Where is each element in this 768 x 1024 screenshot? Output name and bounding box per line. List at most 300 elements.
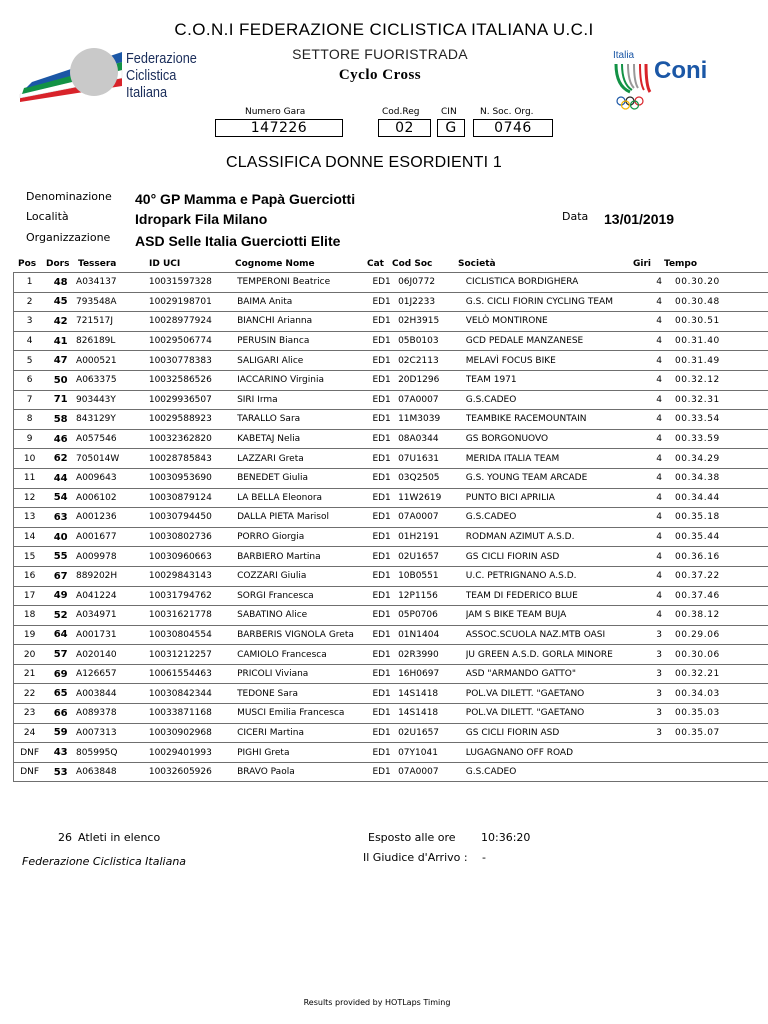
name-cell: LA BELLA Eleonora — [237, 488, 372, 508]
giri-cell: 4 — [643, 410, 675, 430]
giri-cell: 3 — [643, 645, 675, 665]
pos-cell: 7 — [14, 390, 46, 410]
tessera-cell: A063375 — [76, 370, 149, 390]
societa-cell: GS CICLI FIORIN ASD — [466, 547, 643, 567]
dors-cell: 57 — [45, 645, 76, 665]
societa-cell: JAM S BIKE TEAM BUJA — [466, 606, 643, 626]
table-row — [14, 704, 768, 724]
tessera-cell: A063848 — [76, 762, 149, 782]
dors-cell: 42 — [45, 312, 76, 332]
giri-cell: 4 — [643, 390, 675, 410]
cat-cell: ED1 — [372, 331, 398, 351]
dors-cell: 45 — [45, 292, 76, 312]
tessera-cell: A003844 — [76, 684, 149, 704]
giri-cell: 4 — [643, 586, 675, 606]
giri-cell: 4 — [643, 508, 675, 528]
dors-cell: 55 — [45, 547, 76, 567]
cat-cell: ED1 — [372, 410, 398, 430]
pos-cell: 6 — [14, 370, 46, 390]
tempo-cell: 00.32.21 — [675, 664, 768, 684]
tempo-cell: 00.35.18 — [675, 508, 768, 528]
cod-soc-cell: 02C2113 — [398, 351, 466, 371]
esposto-time: 10:36:20 — [481, 831, 531, 844]
cat-cell: ED1 — [372, 488, 398, 508]
cat-cell: ED1 — [372, 762, 398, 782]
denominazione-label: Denominazione — [26, 190, 112, 203]
localita-label: Località — [26, 210, 69, 223]
societa-cell: RODMAN AZIMUT A.S.D. — [466, 527, 643, 547]
cat-cell: ED1 — [372, 508, 398, 528]
athletes-label: Atleti in elenco — [78, 831, 161, 844]
federation-header-title: C.O.N.I FEDERAZIONE CICLISTICA ITALIANA U.C.I — [174, 20, 594, 39]
tempo-cell: 00.33.59 — [675, 429, 768, 449]
tessera-cell: A009978 — [76, 547, 149, 567]
col-header-tessera: Tessera — [78, 259, 117, 269]
discipline-label: Cyclo Cross — [338, 67, 422, 83]
id-uci-cell: 10029506774 — [149, 331, 237, 351]
col-header-pos: Pos — [18, 259, 37, 269]
pos-cell: 20 — [14, 645, 46, 665]
table-row — [14, 410, 768, 430]
cat-cell: ED1 — [372, 370, 398, 390]
giri-cell: 4 — [643, 370, 675, 390]
pos-cell: 11 — [14, 468, 46, 488]
giri-cell: 4 — [643, 273, 675, 293]
societa-cell: G.S. YOUNG TEAM ARCADE — [466, 468, 643, 488]
fci-logo-text: Federazione Ciclistica Italiana — [126, 50, 197, 101]
coni-logo-italia: Italia — [613, 50, 635, 61]
name-cell: CAMIOLO Francesca — [237, 645, 372, 665]
id-uci-cell: 10061554463 — [149, 664, 237, 684]
tessera-cell: 889202H — [76, 566, 149, 586]
societa-cell: TEAM 1971 — [466, 370, 643, 390]
numero-gara-box: 147226 — [215, 119, 343, 137]
giri-cell: 4 — [643, 527, 675, 547]
dors-cell: 63 — [45, 508, 76, 528]
dors-cell: 69 — [45, 664, 76, 684]
id-uci-cell: 10030879124 — [149, 488, 237, 508]
cod-soc-cell: 07Y1041 — [398, 743, 466, 763]
societa-cell: U.C. PETRIGNANO A.S.D. — [466, 566, 643, 586]
societa-cell: G.S.CADEO — [466, 390, 643, 410]
pos-cell: 3 — [14, 312, 46, 332]
cat-cell: ED1 — [372, 684, 398, 704]
name-cell: LAZZARI Greta — [237, 449, 372, 469]
tempo-cell: 00.30.20 — [675, 273, 768, 293]
table-row — [14, 664, 768, 684]
tessera-cell: A034971 — [76, 606, 149, 626]
id-uci-cell: 10031597328 — [149, 273, 237, 293]
name-cell: DALLA PIETA Marisol — [237, 508, 372, 528]
table-row — [14, 429, 768, 449]
societa-cell: G.S.CADEO — [466, 508, 643, 528]
table-row — [14, 273, 768, 293]
name-cell: TARALLO Sara — [237, 410, 372, 430]
tessera-cell: 826189L — [76, 331, 149, 351]
tempo-cell: 00.31.40 — [675, 331, 768, 351]
tempo-cell: 00.32.12 — [675, 370, 768, 390]
cod-soc-cell: 12P1156 — [398, 586, 466, 606]
giudice-label: Il Giudice d'Arrivo : — [363, 851, 468, 864]
pos-cell: 18 — [14, 606, 46, 626]
cod-soc-cell: 11W2619 — [398, 488, 466, 508]
societa-cell: POL.VA DILETT. "GAETANO — [466, 704, 643, 724]
name-cell: BAIMA Anita — [237, 292, 372, 312]
name-cell: KABETAJ Nelia — [237, 429, 372, 449]
name-cell: BARBERIS VIGNOLA Greta — [237, 625, 372, 645]
tempo-cell: 00.36.16 — [675, 547, 768, 567]
cat-cell: ED1 — [372, 547, 398, 567]
societa-cell: MELAVÌ FOCUS BIKE — [466, 351, 643, 371]
id-uci-cell: 10032605926 — [149, 762, 237, 782]
table-row — [14, 449, 768, 469]
tessera-cell: 793548A — [76, 292, 149, 312]
cod-soc-cell: 02R3990 — [398, 645, 466, 665]
giri-cell: 4 — [643, 292, 675, 312]
id-uci-cell: 10029198701 — [149, 292, 237, 312]
societa-cell: CICLISTICA BORDIGHERA — [466, 273, 643, 293]
pos-cell: 22 — [14, 684, 46, 704]
cod-soc-cell: 07A0007 — [398, 390, 466, 410]
table-row — [14, 625, 768, 645]
cod-soc-cell: 11M3039 — [398, 410, 466, 430]
table-row — [14, 468, 768, 488]
tessera-cell: 705014W — [76, 449, 149, 469]
dors-cell: 64 — [45, 625, 76, 645]
cod-soc-cell: 02H3915 — [398, 312, 466, 332]
cod-soc-cell: 06J0772 — [398, 273, 466, 293]
sector-label: SETTORE FUORISTRADA — [292, 46, 468, 62]
tempo-cell — [675, 743, 768, 763]
giri-cell — [643, 743, 675, 763]
col-header-cat: Cat — [367, 259, 384, 269]
tempo-cell: 00.31.49 — [675, 351, 768, 371]
pos-cell: 14 — [14, 527, 46, 547]
table-row — [14, 586, 768, 606]
cat-cell: ED1 — [372, 273, 398, 293]
name-cell: TEDONE Sara — [237, 684, 372, 704]
tessera-cell: A009643 — [76, 468, 149, 488]
tessera-cell: A034137 — [76, 273, 149, 293]
giri-cell — [643, 762, 675, 782]
cat-cell: ED1 — [372, 625, 398, 645]
organizzazione-value: ASD Selle Italia Guerciotti Elite — [135, 233, 341, 249]
cod-soc-cell: 07A0007 — [398, 762, 466, 782]
id-uci-cell: 10030802736 — [149, 527, 237, 547]
cat-cell: ED1 — [372, 429, 398, 449]
data-value: 13/01/2019 — [604, 211, 675, 227]
table-row — [14, 566, 768, 586]
giri-cell: 4 — [643, 429, 675, 449]
pos-cell: 12 — [14, 488, 46, 508]
tessera-cell: A089378 — [76, 704, 149, 724]
tessera-cell: A020140 — [76, 645, 149, 665]
col-header-id-uci: ID UCI — [149, 259, 181, 269]
dors-cell: 49 — [45, 586, 76, 606]
dors-cell: 54 — [45, 488, 76, 508]
tessera-cell: 903443Y — [76, 390, 149, 410]
tessera-cell: 805995Q — [76, 743, 149, 763]
pos-cell: 19 — [14, 625, 46, 645]
tempo-cell: 00.37.46 — [675, 586, 768, 606]
name-cell: COZZARI Giulia — [237, 566, 372, 586]
tessera-cell: A001236 — [76, 508, 149, 528]
dors-cell: 50 — [45, 370, 76, 390]
societa-cell: VELÒ MONTIRONE — [466, 312, 643, 332]
name-cell: PERUSIN Bianca — [237, 331, 372, 351]
cat-cell: ED1 — [372, 586, 398, 606]
id-uci-cell: 10030804554 — [149, 625, 237, 645]
denominazione-value: 40° GP Mamma e Papà Guerciotti — [135, 191, 356, 207]
col-header-cod-soc: Cod Soc — [392, 259, 433, 269]
n-soc-org-box: 0746 — [473, 119, 553, 137]
tessera-cell: A006102 — [76, 488, 149, 508]
cod-soc-cell: 02U1657 — [398, 723, 466, 743]
giri-cell: 3 — [643, 625, 675, 645]
pos-cell: 21 — [14, 664, 46, 684]
dors-cell: 41 — [45, 331, 76, 351]
dors-cell: 46 — [45, 429, 76, 449]
tessera-cell: A001731 — [76, 625, 149, 645]
pos-cell: 13 — [14, 508, 46, 528]
tempo-cell — [675, 762, 768, 782]
dors-cell: 52 — [45, 606, 76, 626]
name-cell: PRICOLI Viviana — [237, 664, 372, 684]
dors-cell: 71 — [45, 390, 76, 410]
pos-cell: 9 — [14, 429, 46, 449]
name-cell: MUSCI Emilia Francesca — [237, 704, 372, 724]
id-uci-cell: 10029843143 — [149, 566, 237, 586]
cod-reg-box: 02 — [378, 119, 431, 137]
pos-cell: 10 — [14, 449, 46, 469]
id-uci-cell: 10029401993 — [149, 743, 237, 763]
footer-federation: Federazione Ciclistica Italiana — [22, 855, 187, 868]
tempo-cell: 00.38.12 — [675, 606, 768, 626]
cat-cell: ED1 — [372, 527, 398, 547]
name-cell: IACCARINO Virginia — [237, 370, 372, 390]
tempo-cell: 00.30.51 — [675, 312, 768, 332]
table-row — [14, 645, 768, 665]
cat-cell: ED1 — [372, 312, 398, 332]
societa-cell: GCD PEDALE MANZANESE — [466, 331, 643, 351]
giri-cell: 3 — [643, 664, 675, 684]
name-cell: TEMPERONI Beatrice — [237, 273, 372, 293]
id-uci-cell: 10032362820 — [149, 429, 237, 449]
dors-cell: 66 — [45, 704, 76, 724]
results-body — [14, 273, 768, 782]
cat-cell: ED1 — [372, 664, 398, 684]
tessera-cell: A041224 — [76, 586, 149, 606]
name-cell: SALIGARI Alice — [237, 351, 372, 371]
pos-cell: 4 — [14, 331, 46, 351]
tempo-cell: 00.32.31 — [675, 390, 768, 410]
tempo-cell: 00.30.06 — [675, 645, 768, 665]
name-cell: SORGI Francesca — [237, 586, 372, 606]
tessera-cell: A001677 — [76, 527, 149, 547]
dors-cell: 48 — [45, 273, 76, 293]
id-uci-cell: 10029936507 — [149, 390, 237, 410]
dors-cell: 43 — [45, 743, 76, 763]
tessera-cell: 721517J — [76, 312, 149, 332]
cat-cell: ED1 — [372, 468, 398, 488]
pos-cell: 1 — [14, 273, 46, 293]
id-uci-cell: 10030842344 — [149, 684, 237, 704]
table-row — [14, 547, 768, 567]
tempo-cell: 00.34.38 — [675, 468, 768, 488]
id-uci-cell: 10031621778 — [149, 606, 237, 626]
organizzazione-label: Organizzazione — [26, 231, 111, 244]
name-cell: SABATINO Alice — [237, 606, 372, 626]
pos-cell: DNF — [14, 762, 46, 782]
societa-cell: MERIDA ITALIA TEAM — [466, 449, 643, 469]
table-row — [14, 684, 768, 704]
athletes-count: 26 — [58, 831, 72, 844]
cod-soc-cell: 01H2191 — [398, 527, 466, 547]
id-uci-cell: 10032586526 — [149, 370, 237, 390]
cod-soc-cell: 07U1631 — [398, 449, 466, 469]
tessera-cell: A000521 — [76, 351, 149, 371]
societa-cell: PUNTO BICI APRILIA — [466, 488, 643, 508]
name-cell: PORRO Giorgia — [237, 527, 372, 547]
tempo-cell: 00.33.54 — [675, 410, 768, 430]
pos-cell: 16 — [14, 566, 46, 586]
cod-soc-cell: 14S1418 — [398, 684, 466, 704]
tessera-cell: A007313 — [76, 723, 149, 743]
cat-cell: ED1 — [372, 566, 398, 586]
results-table — [13, 272, 768, 782]
id-uci-cell: 10031794762 — [149, 586, 237, 606]
giri-cell: 4 — [643, 351, 675, 371]
table-row — [14, 723, 768, 743]
dors-cell: 53 — [45, 762, 76, 782]
giri-cell: 3 — [643, 704, 675, 724]
name-cell: BRAVO Paola — [237, 762, 372, 782]
dors-cell: 40 — [45, 527, 76, 547]
giri-cell: 3 — [643, 723, 675, 743]
cat-cell: ED1 — [372, 292, 398, 312]
table-row — [14, 351, 768, 371]
cat-cell: ED1 — [372, 704, 398, 724]
societa-cell: G.S.CADEO — [466, 762, 643, 782]
societa-cell: POL.VA DILETT. "GAETANO — [466, 684, 643, 704]
name-cell: BIANCHI Arianna — [237, 312, 372, 332]
cat-cell: ED1 — [372, 743, 398, 763]
name-cell: SIRI Irma — [237, 390, 372, 410]
tempo-cell: 00.29.06 — [675, 625, 768, 645]
n-soc-org-label: N. Soc. Org. — [480, 107, 534, 117]
table-row — [14, 292, 768, 312]
cat-cell: ED1 — [372, 390, 398, 410]
cod-soc-cell: 01N1404 — [398, 625, 466, 645]
cat-cell: ED1 — [372, 449, 398, 469]
dors-cell: 44 — [45, 468, 76, 488]
societa-cell: LUGAGNANO OFF ROAD — [466, 743, 643, 763]
col-header-nome: Cognome Nome — [235, 259, 315, 269]
name-cell: BENEDET Giulia — [237, 468, 372, 488]
col-header-giri: Giri — [633, 259, 651, 269]
cod-soc-cell: 05P0706 — [398, 606, 466, 626]
tessera-cell: A126657 — [76, 664, 149, 684]
societa-cell: JU GREEN A.S.D. GORLA MINORE — [466, 645, 643, 665]
giri-cell: 3 — [643, 684, 675, 704]
pos-cell: 2 — [14, 292, 46, 312]
cat-cell: ED1 — [372, 351, 398, 371]
table-row — [14, 488, 768, 508]
name-cell: CICERI Martina — [237, 723, 372, 743]
cod-reg-label: Cod.Reg — [382, 107, 420, 117]
societa-cell: ASSOC.SCUOLA NAZ.MTB OASI — [466, 625, 643, 645]
id-uci-cell: 10030960663 — [149, 547, 237, 567]
numero-gara-label: Numero Gara — [245, 107, 306, 117]
tempo-cell: 00.35.44 — [675, 527, 768, 547]
pos-cell: 15 — [14, 547, 46, 567]
col-header-tempo: Tempo — [664, 259, 698, 269]
giudice-value: - — [482, 851, 486, 864]
table-row — [14, 370, 768, 390]
tempo-cell: 00.34.29 — [675, 449, 768, 469]
results-credit: Results provided by HOTLaps Timing — [303, 998, 451, 1007]
id-uci-cell: 10030902968 — [149, 723, 237, 743]
giri-cell: 4 — [643, 488, 675, 508]
societa-cell: TEAMBIKE RACEMOUNTAIN — [466, 410, 643, 430]
dors-cell: 65 — [45, 684, 76, 704]
table-row — [14, 762, 768, 782]
cod-soc-cell: 02U1657 — [398, 547, 466, 567]
cat-cell: ED1 — [372, 645, 398, 665]
cat-cell: ED1 — [372, 606, 398, 626]
pos-cell: 23 — [14, 704, 46, 724]
localita-value: Idropark Fila Milano — [135, 211, 268, 227]
id-uci-cell: 10030794450 — [149, 508, 237, 528]
dors-cell: 62 — [45, 449, 76, 469]
cod-soc-cell: 14S1418 — [398, 704, 466, 724]
societa-cell: GS CICLI FIORIN ASD — [466, 723, 643, 743]
societa-cell: GS BORGONUOVO — [466, 429, 643, 449]
giri-cell: 4 — [643, 566, 675, 586]
tempo-cell: 00.34.03 — [675, 684, 768, 704]
id-uci-cell: 10033871168 — [149, 704, 237, 724]
table-row — [14, 312, 768, 332]
tempo-cell: 00.30.48 — [675, 292, 768, 312]
table-row — [14, 331, 768, 351]
pos-cell: DNF — [14, 743, 46, 763]
cod-soc-cell: 10B0551 — [398, 566, 466, 586]
id-uci-cell: 10031212257 — [149, 645, 237, 665]
tessera-cell: A057546 — [76, 429, 149, 449]
tessera-cell: 843129Y — [76, 410, 149, 430]
pos-cell: 17 — [14, 586, 46, 606]
societa-cell: TEAM DI FEDERICO BLUE — [466, 586, 643, 606]
id-uci-cell: 10029588923 — [149, 410, 237, 430]
classification-title: CLASSIFICA DONNE ESORDIENTI 1 — [225, 154, 503, 171]
dors-cell: 59 — [45, 723, 76, 743]
id-uci-cell: 10030778383 — [149, 351, 237, 371]
giri-cell: 4 — [643, 331, 675, 351]
giri-cell: 4 — [643, 468, 675, 488]
data-label: Data — [562, 210, 589, 223]
societa-cell: ASD "ARMANDO GATTO" — [466, 664, 643, 684]
tempo-cell: 00.34.44 — [675, 488, 768, 508]
cod-soc-cell: 16H0697 — [398, 664, 466, 684]
id-uci-cell: 10030953690 — [149, 468, 237, 488]
cod-soc-cell: 05B0103 — [398, 331, 466, 351]
id-uci-cell: 10028785843 — [149, 449, 237, 469]
pos-cell: 8 — [14, 410, 46, 430]
cin-label: CIN — [441, 107, 457, 117]
cod-soc-cell: 07A0007 — [398, 508, 466, 528]
giri-cell: 4 — [643, 449, 675, 469]
tempo-cell: 00.35.03 — [675, 704, 768, 724]
